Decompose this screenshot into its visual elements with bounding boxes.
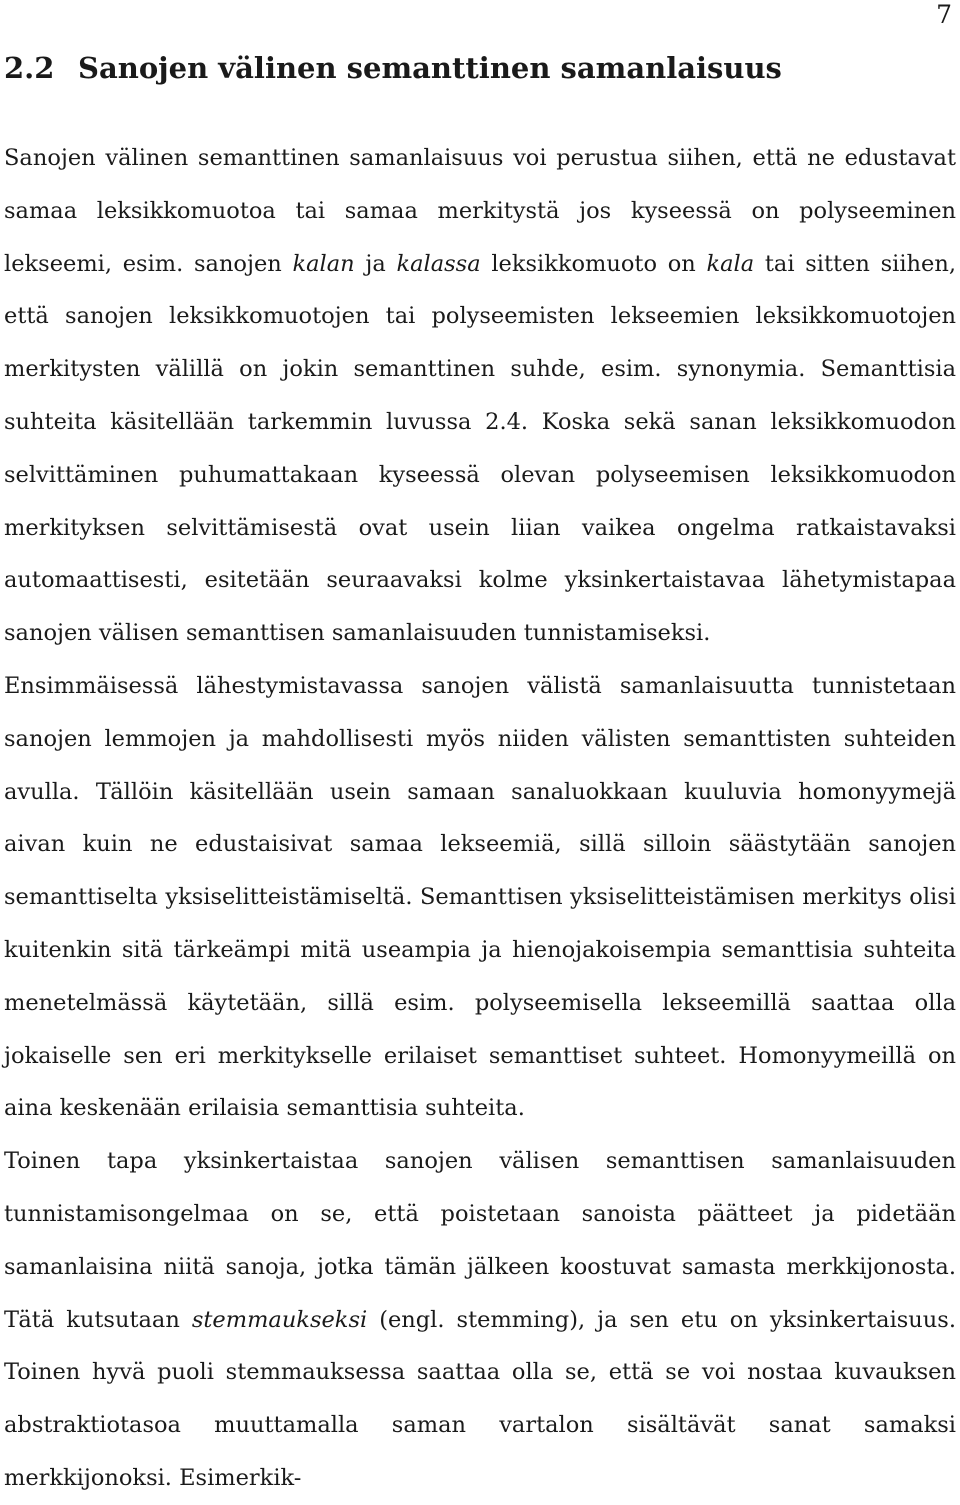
paragraph-1-text-1: Sanojen välinen semanttinen samanlaisuus voi perustua siihen, että ne edustavat samaa leksikkomuotoa tai samaa merkitystä jos kyseessä on polyseeminen lekseemi, esim. sanojen — [4, 145, 956, 277]
page-number: 7 — [936, 0, 952, 29]
term-kalan: kalan — [292, 250, 355, 277]
body-text — [4, 132, 956, 1505]
term-stemmaukseksi: stemmaukseksi — [191, 1306, 368, 1333]
term-kala: kala — [706, 250, 755, 277]
paragraph-1-text-3: leksikkomuoto on — [480, 250, 707, 277]
section-number: 2.2 — [4, 51, 55, 85]
paragraph-3 — [4, 1135, 956, 1505]
paragraph-3-text-2: (engl. stemming), ja sen etu on yksinkertaisuus. Toinen hyvä puoli stemmauksessa saattaa olla se, että se voi nostaa kuvauksen abstraktiotasoa muuttamalla saman vartalon sisältävät sanat samaksi merkkijonoksi. Esimerkik- — [4, 1306, 956, 1491]
paragraph-1 — [4, 132, 956, 660]
term-kalassa: kalassa — [396, 250, 481, 277]
paragraph-3-text-1: Toinen tapa yksinkertaistaa sanojen välisen semanttisen samanlaisuuden tunnistamisongelmaa on se, että poistetaan sanoista päätteet ja pidetään samanlaisina niitä sanoja, jotka tämän jälkeen koostuvat samasta merkkijonosta. Tätä kutsutaan — [4, 1148, 956, 1333]
section-heading — [4, 50, 782, 86]
paragraph-2: Ensimmäisessä lähestymistavassa sanojen välistä samanlaisuutta tunnistetaan sanojen lemmojen ja mahdollisesti myös niiden välisten semanttisten suhteiden avulla. Tällöin käsitellään usein samaan sanaluokkaan kuuluvia homonyymejä aivan kuin ne edustaisivat samaa lekseemiä, sillä silloin säästytään sanojen semanttiselta yksiselitteistämiseltä. Semanttisen yksiselitteistämisen merkitys olisi kuitenkin sitä tärkeämpi mitä useampia ja hienojakoisempia semanttisia suhteita menetelmässä käytetään, sillä esim. polyseemisella lekseemillä saattaa olla jokaiselle sen eri merkitykselle erilaiset semanttiset suhteet. Homonyymeillä on aina keskenään erilaisia semanttisia suhteita. — [4, 672, 956, 1122]
paragraph-1-text-2: ja — [354, 250, 397, 277]
paragraph-1-text-4: tai sitten siihen, että sanojen leksikkomuotojen tai polyseemisten lekseemien leksikkomuotojen merkitysten välillä on jokin semanttinen suhde, esim. synonymia. Semanttisia suhteita käsitellään tarkemmin luvussa 2.4. Koska sekä sanan leksikkomuodon selvittäminen puhumattakaan kyseessä olevan polyseemisen leksikkomuodon merkityksen selvittämisestä ovat usein liian vaikea ongelma ratkaistavaksi automaattisesti, esitetään seuraavaksi kolme yksinkertaistavaa lähetymistapaa sanojen välisen semanttisen samanlaisuuden tunnistamiseksi. — [4, 250, 956, 647]
section-title: Sanojen välinen semanttinen samanlaisuus — [78, 51, 782, 85]
